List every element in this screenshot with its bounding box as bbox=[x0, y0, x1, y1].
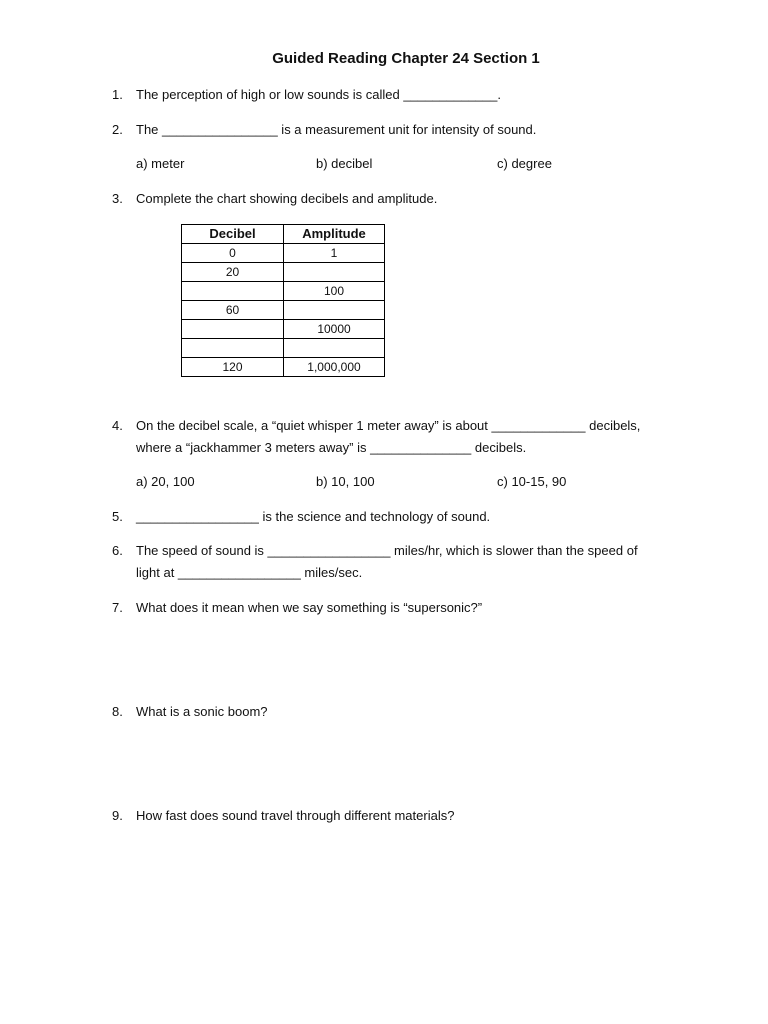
table-cell bbox=[182, 282, 284, 301]
table-header-row bbox=[182, 225, 385, 244]
option-b: b) 10, 100 bbox=[316, 474, 375, 489]
column-header: Decibel bbox=[182, 225, 284, 244]
question-number: 6. bbox=[112, 543, 123, 558]
question-text: The ________________ is a measurement unit for intensity of sound. bbox=[136, 122, 537, 137]
column-header: Amplitude bbox=[284, 225, 385, 244]
table-cell bbox=[182, 339, 284, 358]
table-cell bbox=[284, 263, 385, 282]
question-number: 3. bbox=[112, 191, 123, 206]
table-row bbox=[182, 301, 385, 320]
question-text: The speed of sound is _________________ miles/hr, which is slower than the speed of bbox=[136, 543, 638, 558]
table-cell: 20 bbox=[182, 263, 284, 282]
table-cell bbox=[182, 320, 284, 339]
question-text: where a “jackhammer 3 meters away” is ______________ decibels. bbox=[136, 440, 527, 455]
table-row bbox=[182, 282, 385, 301]
option-c: c) 10-15, 90 bbox=[497, 474, 567, 489]
option-b: b) decibel bbox=[316, 156, 373, 171]
question-number: 1. bbox=[112, 87, 123, 102]
option-c: c) degree bbox=[497, 156, 552, 171]
question-text: What is a sonic boom? bbox=[136, 704, 268, 719]
table-cell: 10000 bbox=[284, 320, 385, 339]
table-row bbox=[182, 320, 385, 339]
question-number: 2. bbox=[112, 122, 123, 137]
question-number: 4. bbox=[112, 418, 123, 433]
table-cell: 1,000,000 bbox=[284, 358, 385, 377]
table-cell: 100 bbox=[284, 282, 385, 301]
page-title: Guided Reading Chapter 24 Section 1 bbox=[272, 50, 540, 67]
table-cell: 60 bbox=[182, 301, 284, 320]
table-row bbox=[182, 358, 385, 377]
table-row bbox=[182, 339, 385, 358]
table-cell: 0 bbox=[182, 244, 284, 263]
table-row bbox=[182, 263, 385, 282]
table-cell bbox=[284, 339, 385, 358]
decibel-amplitude-table bbox=[181, 224, 385, 377]
table-cell: 120 bbox=[182, 358, 284, 377]
question-text: light at _________________ miles/sec. bbox=[136, 565, 363, 580]
option-a: a) 20, 100 bbox=[136, 474, 195, 489]
question-number: 5. bbox=[112, 509, 123, 524]
question-text: How fast does sound travel through different materials? bbox=[136, 808, 455, 823]
question-text: The perception of high or low sounds is called _____________. bbox=[136, 87, 501, 102]
table-row bbox=[182, 244, 385, 263]
option-a: a) meter bbox=[136, 156, 185, 171]
question-text: Complete the chart showing decibels and amplitude. bbox=[136, 191, 438, 206]
question-text: On the decibel scale, a “quiet whisper 1 meter away” is about _____________ decibels, bbox=[136, 418, 641, 433]
table-cell: 1 bbox=[284, 244, 385, 263]
question-number: 8. bbox=[112, 704, 123, 719]
question-number: 7. bbox=[112, 600, 123, 615]
table-cell bbox=[284, 301, 385, 320]
question-number: 9. bbox=[112, 808, 123, 823]
question-text: What does it mean when we say something is “supersonic?” bbox=[136, 600, 483, 615]
question-text: _________________ is the science and technology of sound. bbox=[136, 509, 491, 524]
